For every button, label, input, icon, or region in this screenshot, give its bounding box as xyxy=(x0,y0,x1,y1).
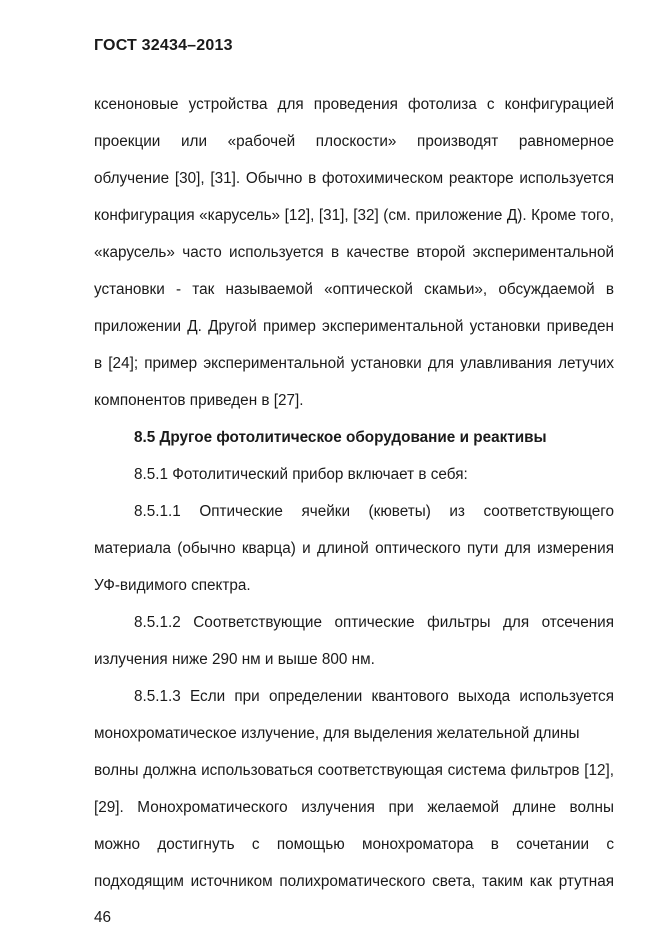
text-line: подходящим источником полихроматического света, таким как ртутная xyxy=(94,873,614,890)
text-line: компонентов приведен в [27]. xyxy=(94,392,304,409)
text-line: ксеноновые устройства для проведения фотолиза с конфигурацией xyxy=(94,96,614,113)
text-line: 8.5.1.3 Если при определении квантового выхода используется xyxy=(134,688,614,705)
text-line: конфигурация «карусель» [12], [31], [32] (см. приложение Д). Кроме того, xyxy=(94,207,614,224)
text-line: 8.5.1.1 Оптические ячейки (кюветы) из соответствующего xyxy=(134,503,614,520)
text-line: приложении Д. Другой пример экспериментальной установки приведен xyxy=(94,318,614,335)
text-line: излучения ниже 290 нм и выше 800 нм. xyxy=(94,651,375,668)
text-line: 8.5.1 Фотолитический прибор включает в себя: xyxy=(134,466,468,483)
text-line: проекции или «рабочей плоскости» производят равномерное xyxy=(94,133,614,150)
standard-header: ГОСТ 32434–2013 xyxy=(94,37,233,54)
text-line: в [24]; пример экспериментальной установки для улавливания летучих xyxy=(94,355,614,372)
text-line: 8.5.1.2 Соответствующие оптические фильтры для отсечения xyxy=(134,614,614,631)
text-line: можно достигнуть с помощью монохроматора в сочетании с xyxy=(94,836,614,853)
text-line: монохроматическое излучение, для выделения желательной длины xyxy=(94,725,580,742)
text-line: волны должна использоваться соответствующая система фильтров [12], xyxy=(94,762,614,779)
text-line: УФ-видимого спектра. xyxy=(94,577,251,594)
section-heading: 8.5 Другое фотолитическое оборудование и реактивы xyxy=(134,429,547,446)
text-line: установки - так называемой «оптической скамьи», обсуждаемой в xyxy=(94,281,614,298)
page-number: 46 xyxy=(94,909,112,926)
text-line: облучение [30], [31]. Обычно в фотохимическом реакторе используется xyxy=(94,170,614,187)
text-line: [29]. Монохроматического излучения при желаемой длине волны xyxy=(94,799,614,816)
text-line: материала (обычно кварца) и длиной оптического пути для измерения xyxy=(94,540,614,557)
text-line: «карусель» часто используется в качестве второй экспериментальной xyxy=(94,244,614,261)
